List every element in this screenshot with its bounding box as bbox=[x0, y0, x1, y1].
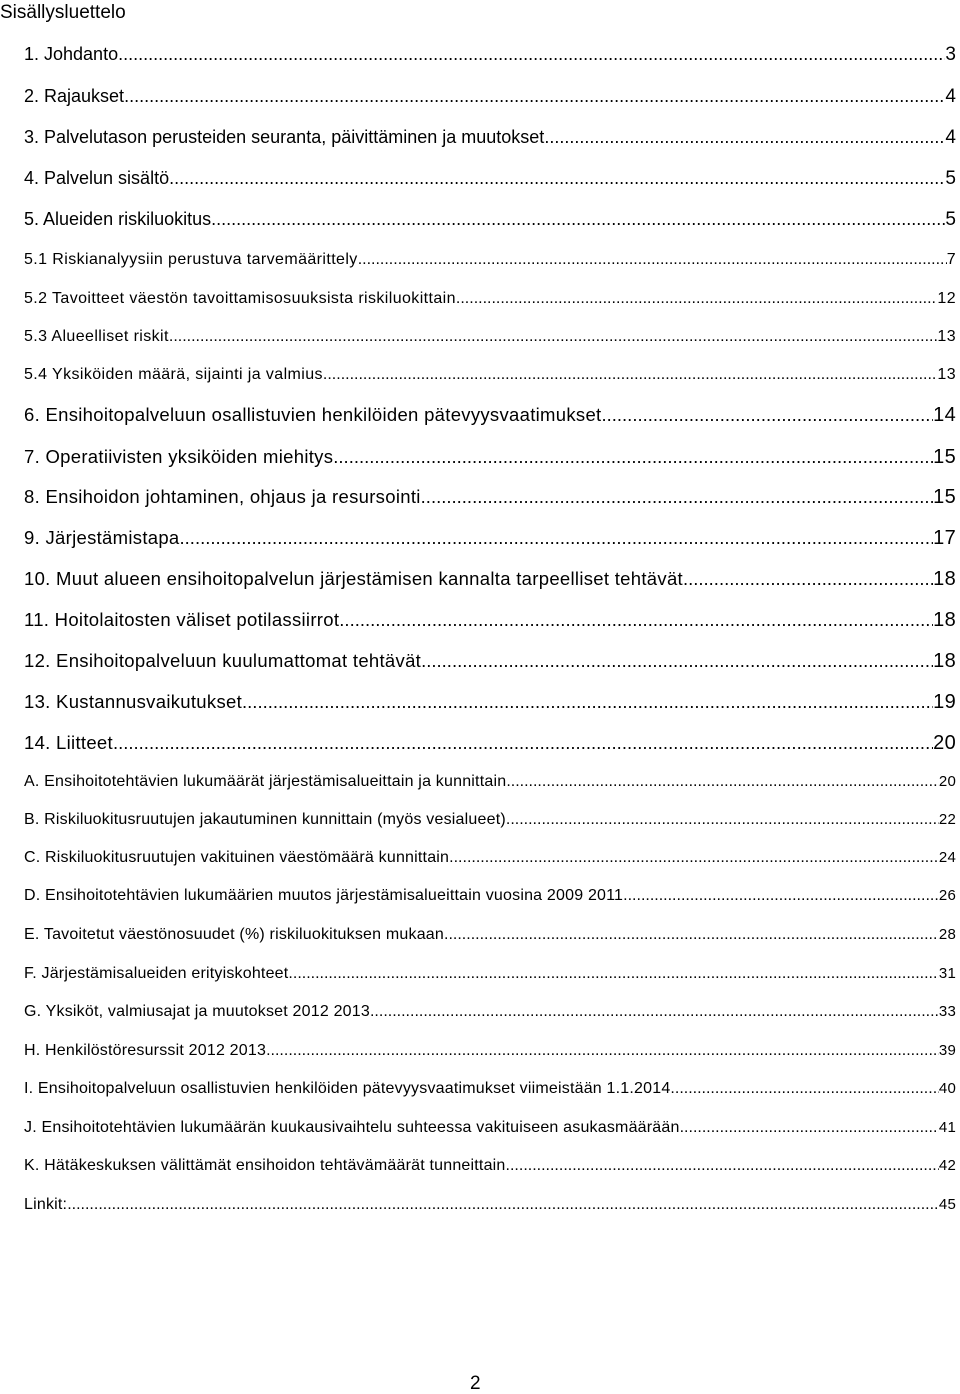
dot-leader bbox=[421, 650, 933, 672]
toc-entry-appendix-k[interactable] bbox=[24, 1157, 956, 1175]
toc-entry-page: 41 bbox=[938, 1119, 956, 1136]
toc-entry-page: 13 bbox=[937, 328, 956, 345]
toc-heading: Sisällysluettelo bbox=[0, 2, 126, 23]
toc-entry-page: 15 bbox=[933, 446, 956, 468]
toc-entry-page: 19 bbox=[933, 691, 956, 713]
dot-leader bbox=[421, 486, 933, 508]
toc-entry-10[interactable] bbox=[24, 568, 956, 591]
toc-entry-6[interactable] bbox=[24, 404, 956, 427]
toc-entry-page: 4 bbox=[945, 86, 956, 107]
dot-leader bbox=[670, 1080, 938, 1098]
toc-entry-page: 5 bbox=[945, 209, 956, 230]
toc-entry-appendix-g[interactable] bbox=[24, 1003, 956, 1021]
toc-entry-page: 12 bbox=[937, 290, 956, 307]
toc-entry-page: 18 bbox=[933, 609, 956, 631]
toc-entry-label: D. Ensihoitotehtävien lukumäärien muutos järjestämisalueittain vuosina 2009 2011 bbox=[24, 887, 624, 904]
toc-entry-label: 14. Liitteet bbox=[24, 732, 113, 753]
dot-leader bbox=[623, 887, 939, 905]
toc-entry-12[interactable] bbox=[24, 650, 956, 673]
toc-entry-page: 18 bbox=[933, 568, 956, 590]
toc-entry-label: 13. Kustannusvaikutukset bbox=[24, 691, 243, 712]
toc-entry-label: 9. Järjestämistapa bbox=[24, 527, 180, 548]
toc-entry-page: 5 bbox=[945, 168, 956, 189]
toc-entry-label: 3. Palvelutason perusteiden seuranta, päivittäminen ja muutokset bbox=[24, 127, 545, 147]
toc-entry-11[interactable] bbox=[24, 609, 956, 632]
dot-leader bbox=[358, 251, 947, 269]
toc-entry-page: 39 bbox=[938, 1042, 956, 1059]
dot-leader bbox=[333, 446, 933, 468]
toc-entry-page: 28 bbox=[938, 926, 956, 943]
toc-entry-label: F. Järjestämisalueiden erityiskohteet bbox=[24, 965, 289, 982]
dot-leader bbox=[67, 1196, 939, 1214]
toc-entry-label: Linkit: bbox=[24, 1196, 68, 1213]
toc-entry-7[interactable] bbox=[24, 446, 956, 469]
dot-leader bbox=[113, 732, 933, 754]
toc-entry-label: 8. Ensihoidon johtaminen, ohjaus ja resursointi bbox=[24, 486, 421, 507]
dot-leader bbox=[456, 290, 937, 308]
toc-entry-palvelun-sisalto[interactable] bbox=[24, 168, 956, 190]
toc-entry-appendix-d[interactable] bbox=[24, 887, 956, 905]
toc-entry-page: 20 bbox=[938, 773, 956, 790]
toc-entry-appendix-b[interactable] bbox=[24, 811, 956, 829]
toc-entry-label: 5. Alueiden riskiluokitus bbox=[24, 209, 212, 229]
dot-leader bbox=[242, 691, 933, 713]
toc-entry-page: 17 bbox=[933, 527, 956, 549]
toc-entry-page: 3 bbox=[945, 44, 956, 65]
dot-leader bbox=[169, 168, 945, 189]
dot-leader bbox=[118, 44, 945, 65]
toc-entry-appendix-j[interactable] bbox=[24, 1119, 956, 1137]
toc-entry-13[interactable] bbox=[24, 691, 956, 714]
dot-leader bbox=[506, 1157, 939, 1175]
dot-leader bbox=[169, 328, 938, 346]
toc-entry-page: 22 bbox=[938, 811, 956, 828]
toc-entry-page: 42 bbox=[938, 1157, 956, 1174]
toc-entry-page: 4 bbox=[945, 127, 956, 148]
toc-entry-5-1[interactable] bbox=[24, 251, 956, 269]
toc-entry-8[interactable] bbox=[24, 486, 956, 509]
toc-entry-5-4[interactable] bbox=[24, 366, 956, 384]
dot-leader bbox=[266, 1042, 939, 1060]
toc-entry-page: 18 bbox=[933, 650, 956, 672]
dot-leader bbox=[444, 926, 939, 944]
toc-entry-label: 5.4 Yksiköiden määrä, sijainti ja valmius bbox=[24, 366, 323, 383]
toc-entry-label: 1. Johdanto bbox=[24, 44, 119, 64]
toc-entry-page: 7 bbox=[946, 251, 956, 268]
toc-entry-label: 10. Muut alueen ensihoitopalvelun järjestämisen kannalta tarpeelliset tehtävät bbox=[24, 568, 683, 589]
dot-leader bbox=[680, 1119, 939, 1137]
dot-leader bbox=[683, 568, 933, 590]
toc-entry-label: J. Ensihoitotehtävien lukumäärän kuukausivaihtelu suhteessa vakituiseen asukasmäärään bbox=[24, 1119, 680, 1136]
toc-entry-label: 5.3 Alueelliset riskit bbox=[24, 328, 169, 345]
toc-entry-linkit[interactable] bbox=[24, 1196, 956, 1214]
page-number: 2 bbox=[470, 1373, 481, 1394]
dot-leader bbox=[180, 527, 934, 549]
toc-entry-page: 45 bbox=[938, 1196, 956, 1213]
toc-entry-appendix-i[interactable] bbox=[24, 1080, 956, 1098]
dot-leader bbox=[544, 127, 945, 148]
toc-entry-label: 2. Rajaukset bbox=[24, 86, 125, 106]
toc-entry-appendix-f[interactable] bbox=[24, 965, 956, 983]
toc-entry-palvelutason-perusteet[interactable] bbox=[24, 127, 956, 149]
dot-leader bbox=[211, 209, 945, 230]
toc-entry-appendix-a[interactable] bbox=[24, 773, 956, 791]
toc-entry-page: 13 bbox=[937, 366, 956, 383]
toc-entry-riskiluokitus[interactable] bbox=[24, 209, 956, 231]
toc-entry-5-3[interactable] bbox=[24, 328, 956, 346]
dot-leader bbox=[601, 404, 933, 426]
dot-leader bbox=[370, 1003, 939, 1021]
dot-leader bbox=[449, 849, 939, 867]
toc-entry-label: 5.2 Tavoitteet väestön tavoittamisosuuksista riskiluokittain bbox=[24, 290, 456, 307]
toc-entry-label: H. Henkilöstöresurssit 2012 2013 bbox=[24, 1042, 267, 1059]
dot-leader bbox=[124, 86, 945, 107]
toc-entry-page: 20 bbox=[933, 732, 956, 754]
toc-entry-johdanto[interactable] bbox=[24, 44, 956, 66]
toc-entry-label: C. Riskiluokitusruutujen vakituinen väestömäärä kunnittain bbox=[24, 849, 450, 866]
toc-entry-9[interactable] bbox=[24, 527, 956, 550]
toc-entry-appendix-h[interactable] bbox=[24, 1042, 956, 1060]
toc-entry-label: G. Yksiköt, valmiusajat ja muutokset 2012 2013 bbox=[24, 1003, 370, 1020]
toc-entry-5-2[interactable] bbox=[24, 290, 956, 308]
toc-entry-page: 15 bbox=[933, 486, 956, 508]
toc-entry-page: 24 bbox=[938, 849, 956, 866]
toc-entry-page: 40 bbox=[938, 1080, 956, 1097]
toc-entry-label: B. Riskiluokitusruutujen jakautuminen kunnittain (myös vesialueet) bbox=[24, 811, 506, 828]
dot-leader bbox=[323, 366, 937, 384]
toc-entry-rajaukset[interactable] bbox=[24, 86, 956, 108]
toc-entry-appendix-c[interactable] bbox=[24, 849, 956, 867]
toc-entry-label: K. Hätäkeskuksen välittämät ensihoidon tehtävämäärät tunneittain bbox=[24, 1157, 506, 1174]
toc-entry-label: 7. Operatiivisten yksiköiden miehitys bbox=[24, 446, 334, 467]
toc-entry-label: I. Ensihoitopalveluun osallistuvien henkilöiden pätevyysvaatimukset viimeistään 1.1.2014 bbox=[24, 1080, 671, 1097]
dot-leader bbox=[288, 965, 938, 983]
toc-entry-label: 12. Ensihoitopalveluun kuulumattomat tehtävät bbox=[24, 650, 422, 671]
toc-entry-14[interactable] bbox=[24, 732, 956, 755]
toc-entry-appendix-e[interactable] bbox=[24, 926, 956, 944]
dot-leader bbox=[506, 773, 939, 791]
toc-entry-label: 4. Palvelun sisältö bbox=[24, 168, 170, 188]
toc-entry-page: 33 bbox=[938, 1003, 956, 1020]
toc-entry-page: 26 bbox=[938, 887, 956, 904]
toc-entry-page: 14 bbox=[933, 404, 956, 426]
toc-entry-label: A. Ensihoitotehtävien lukumäärät järjestämisalueittain ja kunnittain bbox=[24, 773, 507, 790]
dot-leader bbox=[339, 609, 933, 631]
toc-entry-label: 6. Ensihoitopalveluun osallistuvien henkilöiden pätevyysvaatimukset bbox=[24, 404, 602, 425]
toc-entry-label: E. Tavoitetut väestönosuudet (%) riskiluokituksen mukaan bbox=[24, 926, 445, 943]
dot-leader bbox=[506, 811, 939, 829]
toc-entry-label: 11. Hoitolaitosten väliset potilassiirrot bbox=[24, 609, 340, 630]
toc-entry-page: 31 bbox=[938, 965, 956, 982]
toc-entry-label: 5.1 Riskianalyysiin perustuva tarvemäärittely bbox=[24, 251, 358, 268]
